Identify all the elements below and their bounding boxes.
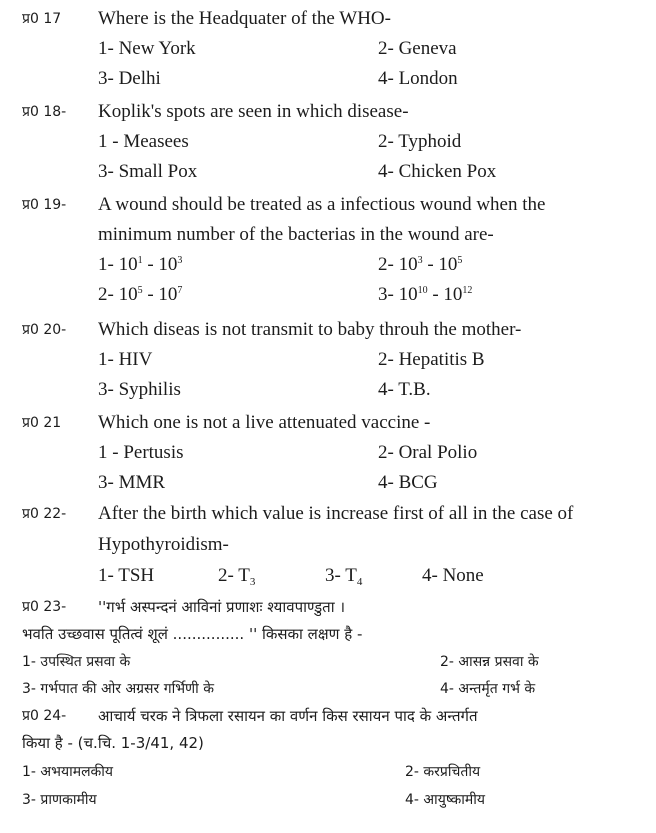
option-1: 1 - Measees [98, 131, 189, 152]
option-2-mid: - 10 [422, 254, 458, 275]
question-number: प्र0 18- [22, 104, 67, 120]
question-number: प्र0 23- [22, 599, 67, 615]
option-3-exp: 5 [137, 285, 143, 296]
option-4-exp: 10 [417, 285, 428, 296]
option-2: 2- Hepatitis B [378, 349, 485, 370]
option-2: 2- आसन्न प्रसवा के [440, 654, 539, 670]
option-2-label: 2- T [218, 565, 250, 586]
option-3: 3- गर्भपात की ओर अग्रसर गर्भिणी के [22, 681, 214, 697]
option-1-label: 1- TSH [98, 565, 155, 586]
option-4: 4- T.B. [378, 379, 431, 400]
option-4: 4- London [378, 68, 458, 89]
option-3-base: 2- 10 [98, 284, 138, 305]
option-1-base: 1- 10 [98, 254, 138, 275]
option-3: 3- MMR [98, 472, 166, 493]
option-4-label: 4- None [422, 565, 484, 586]
question-number: प्र0 22- [22, 506, 67, 522]
question-text-line-2: भवति उच्छवास पूतित्वं शूलं ............... '' किसका लक्षण है - [22, 625, 363, 643]
question-number: प्र0 17 [22, 11, 62, 27]
option-4: 4- अन्तर्मृत गर्भ के [440, 681, 536, 697]
question-text-line-1: A wound should be treated as a infectious wound when the [98, 194, 546, 215]
option-4: 4- आयुष्कामीय [405, 792, 485, 808]
option-3: 3- Syphilis [98, 379, 181, 400]
option-3-label: 3- T [325, 565, 357, 586]
question-text-line-2: minimum number of the bacterias in the wound are- [98, 224, 494, 245]
question-text: Which diseas is not transmit to baby throuh the mother- [98, 319, 522, 340]
question-number: प्र0 20- [22, 322, 67, 338]
option-2-sub: 3 [249, 576, 256, 588]
option-3-exp2: 7 [177, 285, 183, 296]
question-text: Where is the Headquater of the WHO- [98, 8, 391, 29]
option-4-mid: - 10 [427, 284, 463, 305]
option-3: 3- Small Pox [98, 161, 198, 182]
option-1: 1- HIV [98, 349, 153, 370]
question-text-line-2: Hypothyroidism- [98, 534, 229, 555]
option-3: 3- Delhi [98, 68, 161, 89]
option-2-exp: 3 [417, 255, 423, 266]
question-number: प्र0 24- [22, 708, 67, 724]
option-4 [378, 280, 472, 309]
option-2-base: 2- 10 [378, 254, 418, 275]
option-3-sub: 4 [356, 576, 363, 588]
question-text: Which one is not a live attenuated vaccine - [98, 412, 431, 433]
option-4: 4- Chicken Pox [378, 161, 497, 182]
option-2-exp2: 5 [457, 255, 463, 266]
option-2: 2- Geneva [378, 38, 457, 59]
option-2: 2- Typhoid [378, 131, 462, 152]
option-4-exp2: 12 [462, 285, 473, 296]
question-text-line-2: किया है - (च.चि. 1-3/41, 42) [22, 734, 204, 752]
option-1-exp2: 3 [177, 255, 183, 266]
option-2: 2- Oral Polio [378, 442, 478, 463]
question-number: प्र0 21 [22, 415, 62, 431]
option-1 [98, 561, 154, 590]
option-3 [98, 280, 182, 309]
option-1-mid: - 10 [142, 254, 178, 275]
question-text-line-1: आचार्य चरक ने त्रिफला रसायन का वर्णन किस रसायन पाद के अन्तर्गत [98, 707, 478, 725]
option-3: 3- प्राणकामीय [22, 792, 97, 808]
option-1: 1- New York [98, 38, 196, 59]
option-2 [218, 561, 255, 590]
question-text-line-1: After the birth which value is increase first of all in the case of [98, 503, 574, 524]
option-1: 1- अभयामलकीय [22, 764, 114, 780]
option-1 [98, 250, 182, 279]
option-4 [422, 561, 484, 590]
option-1-exp: 1 [137, 255, 143, 266]
option-1: 1- उपस्थित प्रसवा के [22, 654, 131, 670]
option-4-base: 3- 10 [378, 284, 418, 305]
question-text-line-1: ''गर्भ अस्पन्दनं आविनां प्रणाशः श्यावपाण्डुता । [98, 598, 346, 616]
option-1: 1 - Pertusis [98, 442, 184, 463]
option-2: 2- करप्रचितीय [405, 764, 481, 780]
option-4: 4- BCG [378, 472, 438, 493]
option-3 [325, 561, 362, 590]
option-3-mid: - 10 [142, 284, 178, 305]
question-number: प्र0 19- [22, 197, 67, 213]
option-2 [378, 250, 462, 279]
question-text: Koplik's spots are seen in which disease- [98, 101, 409, 122]
